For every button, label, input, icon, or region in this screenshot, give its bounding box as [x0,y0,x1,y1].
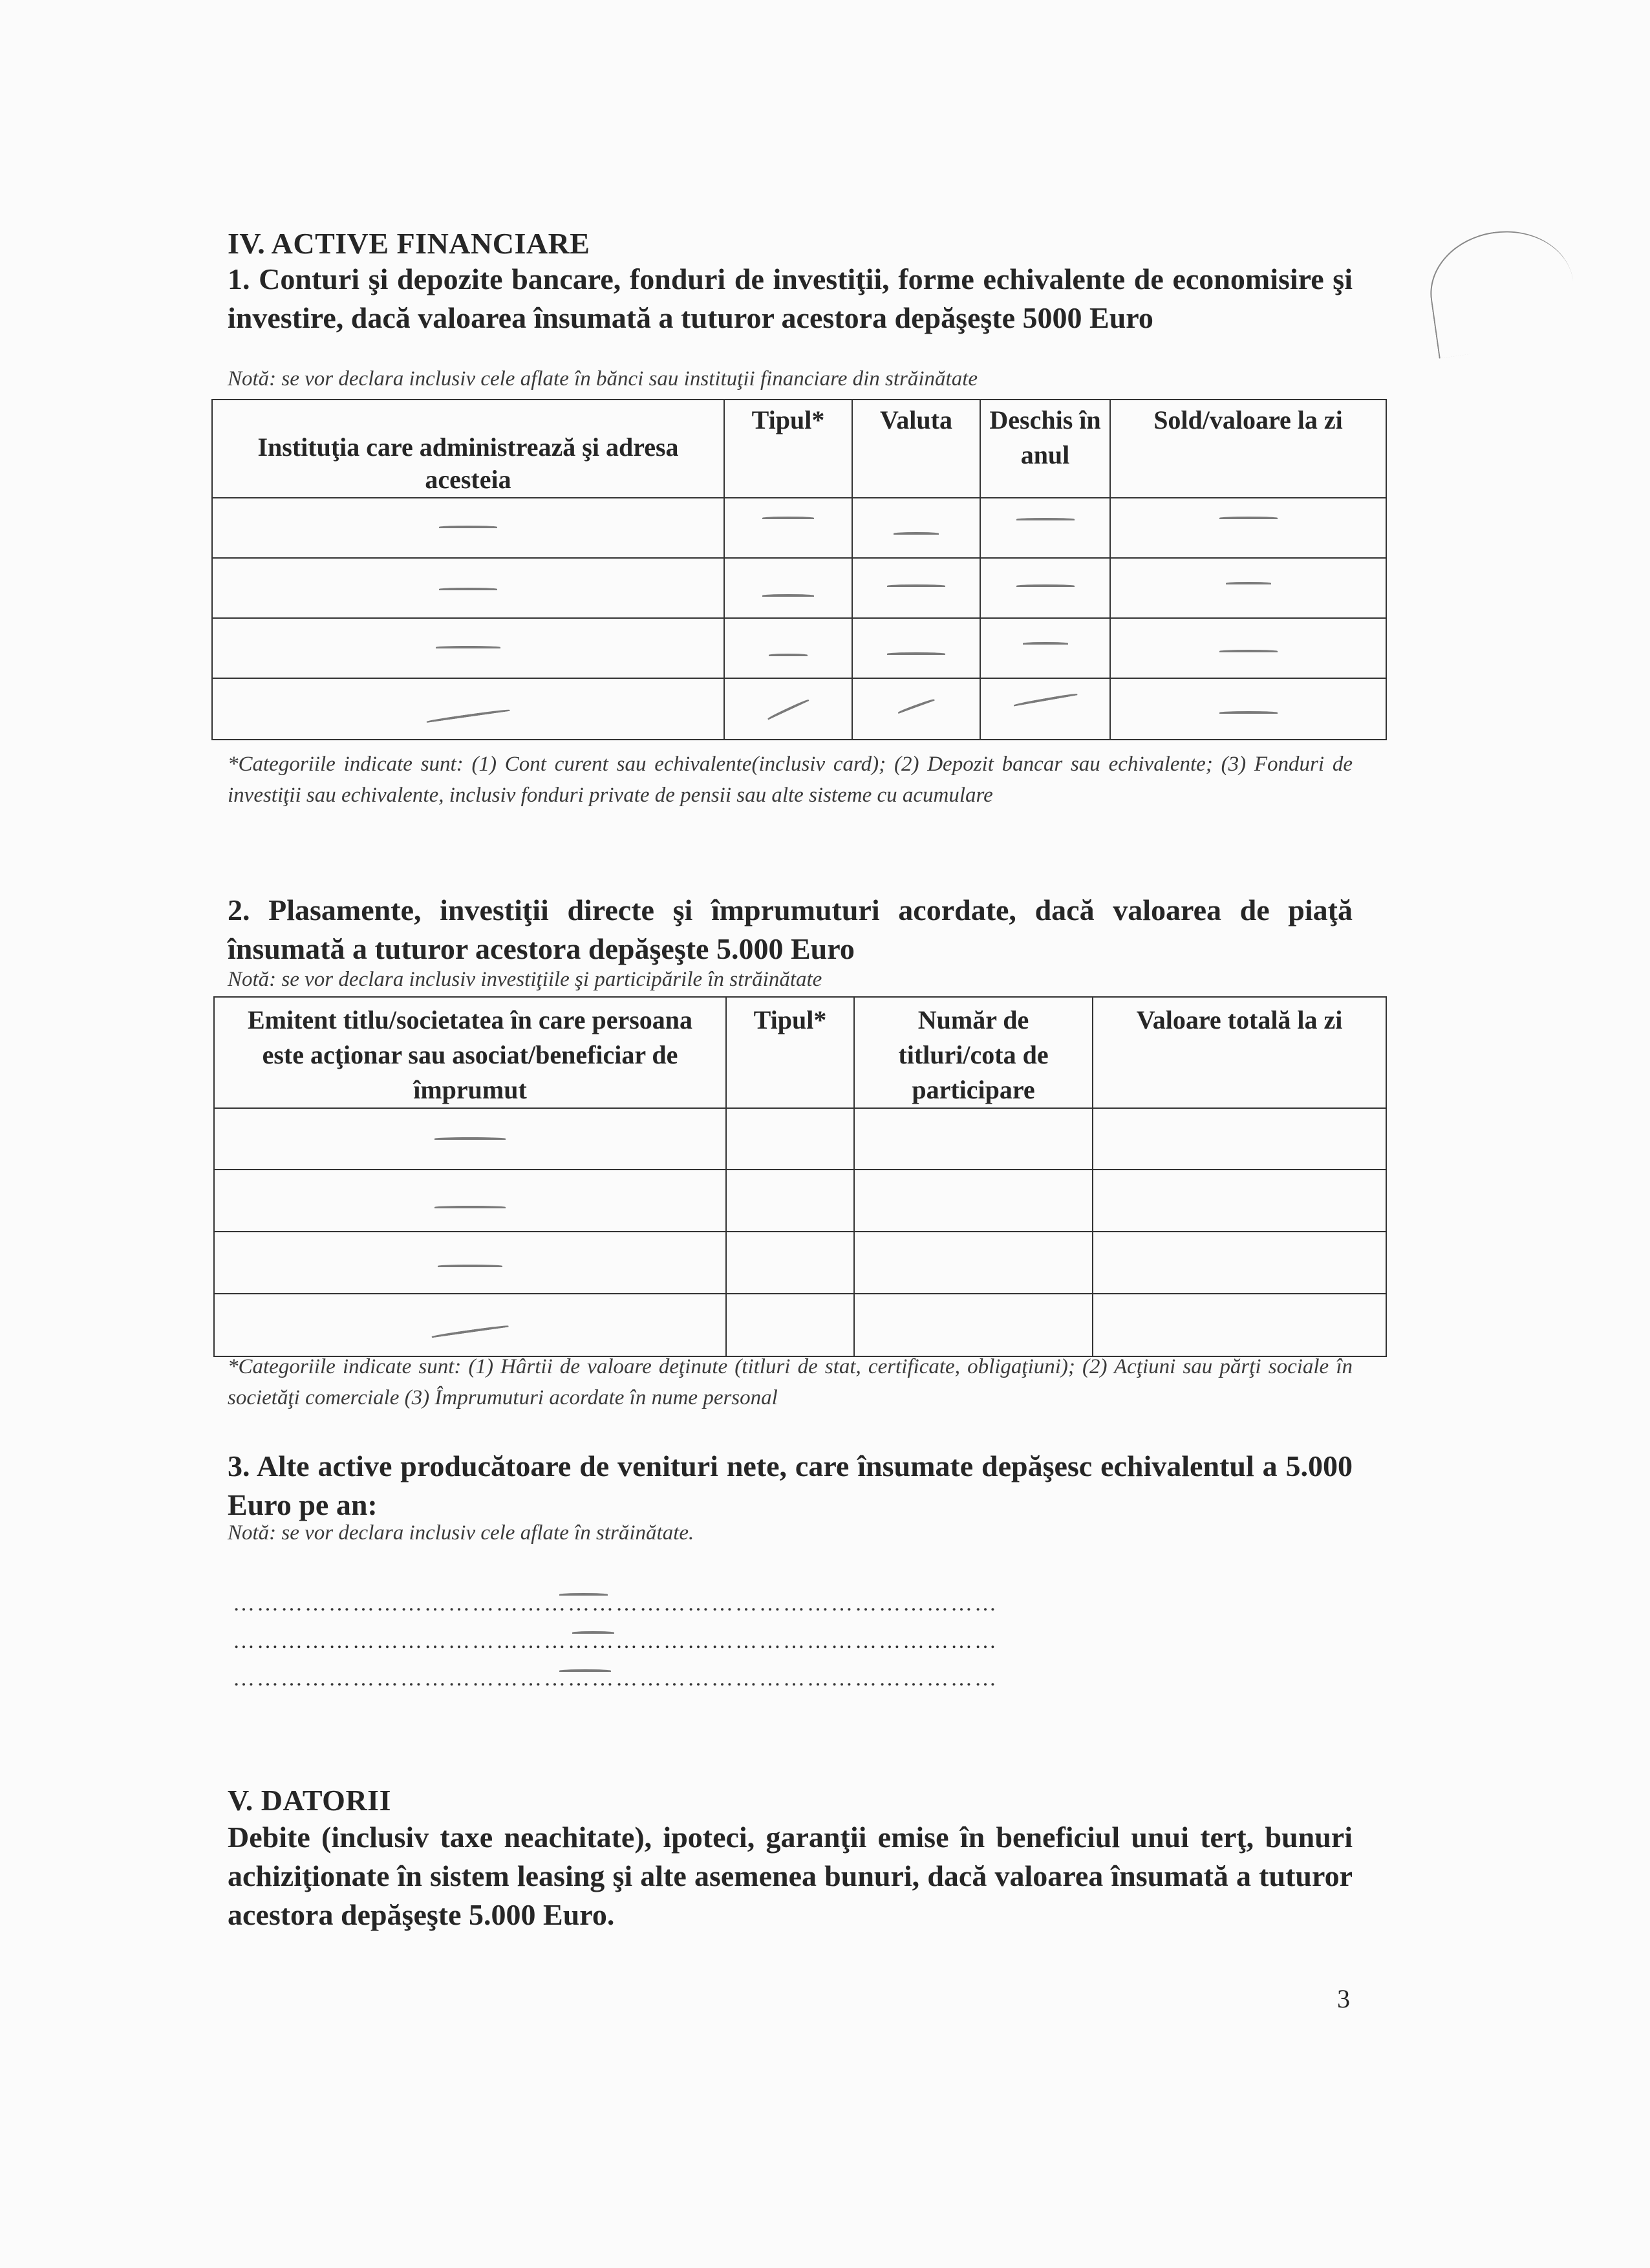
handwritten-dash [1219,650,1278,652]
handwritten-dash [769,654,808,656]
cell-institution[interactable] [212,618,724,678]
section-v-title: V. DATORII [228,1784,391,1817]
cell-shares-count[interactable] [854,1170,1093,1232]
table-row [212,618,1386,678]
cell-opened-year[interactable] [980,558,1110,618]
handwritten-dash [436,646,500,648]
table-row [212,558,1386,618]
cell-total-value[interactable] [1093,1170,1386,1232]
handwritten-dash [426,709,509,723]
dotted-entry-line[interactable]: …………………………………………………………………………………… [233,1629,998,1653]
handwritten-dash [439,526,497,528]
table-header-row [212,400,1386,498]
col-header-issuer: Emitent titlu/societatea în care persoana este acţionar sau asociat/beneficiar de împrumut [214,997,726,1108]
cell-opened-year[interactable] [980,678,1110,740]
cell-shares-count[interactable] [854,1294,1093,1356]
investments-table [213,996,1387,1357]
cell-institution[interactable] [212,678,724,740]
handwritten-dash [762,594,814,597]
cell-type[interactable] [726,1170,854,1232]
cell-type[interactable] [726,1232,854,1294]
table-row [214,1294,1386,1356]
cell-issuer[interactable] [214,1232,726,1294]
bank-accounts-table [211,399,1387,740]
cell-type[interactable] [724,678,852,740]
table-row [214,1232,1386,1294]
handwritten-dash [1016,584,1075,587]
cell-issuer[interactable] [214,1294,726,1356]
handwritten-dash [894,532,939,535]
table-header-row [214,997,1386,1108]
cell-type[interactable] [726,1108,854,1170]
dotted-entry-line[interactable]: …………………………………………………………………………………… [233,1592,998,1616]
handwritten-dash [1226,582,1271,584]
handwritten-dash [887,584,945,587]
handwritten-dash [434,1206,506,1208]
cell-balance[interactable] [1110,558,1386,618]
cell-type[interactable] [724,498,852,558]
cell-currency[interactable] [852,618,980,678]
dotted-entry-line[interactable]: …………………………………………………………………………………… [233,1667,998,1691]
handwritten-dash [439,588,497,590]
page-number: 3 [1337,1984,1350,2013]
item1-footnote: *Categoriile indicate sunt: (1) Cont curent sau echivalente(inclusiv card); (2) Depozit bancar sau echivalente; (3) Fonduri de investiţii sau echivalente, inclusiv fonduri private de pensii sau alte sisteme cu acumulare [228,753,1353,807]
cell-issuer[interactable] [214,1170,726,1232]
item2-note: Notă: se vor declara inclusiv investiţiile şi participările în străinătate [228,968,822,991]
col-header-type: Tipul* [724,400,852,498]
cell-total-value[interactable] [1093,1232,1386,1294]
table-row [214,1108,1386,1170]
handwritten-dash [434,1137,506,1140]
handwritten-dash [887,652,945,655]
handwritten-dash [438,1265,502,1267]
handwritten-dash [1013,692,1077,706]
col-header-currency: Valuta [852,400,980,498]
handwritten-dash [431,1325,508,1338]
cell-currency[interactable] [852,498,980,558]
handwritten-dash [897,698,935,714]
cell-type[interactable] [724,558,852,618]
cell-institution[interactable] [212,558,724,618]
cell-shares-count[interactable] [854,1232,1093,1294]
cell-type[interactable] [726,1294,854,1356]
table-row [212,678,1386,740]
item1-heading: 1. Conturi şi depozite bancare, fonduri de investiţii, forme echivalente de economisire şi investire, dacă valoarea însumată a tuturor acestora depăşeşte 5000 Euro [228,262,1353,334]
cell-total-value[interactable] [1093,1108,1386,1170]
handwritten-dash [1016,518,1075,520]
handwritten-dash [1219,517,1278,519]
col-header-balance: Sold/valoare la zi [1110,400,1386,498]
col-header-type: Tipul* [726,997,854,1108]
col-header-shares-count: Număr de titluri/cota de participare [854,997,1093,1108]
cell-institution[interactable] [212,498,724,558]
item3-heading: 3. Alte active producătoare de venituri nete, care însumate depăşesc echivalentul a 5.000 Euro pe an: [228,1450,1353,1521]
handwritten-dash [1023,642,1068,645]
item1-note: Notă: se vor declara inclusiv cele aflate în bănci sau instituţii financiare din străinătate [228,367,978,390]
handwritten-dash [767,698,809,720]
table-row [214,1170,1386,1232]
item2-footnote: *Categoriile indicate sunt: (1) Hârtii de valoare deţinute (titluri de stat, certificate, obligaţiuni); (2) Acţiuni sau părţi sociale în societăţi comerciale (3) Împrumuturi acordate în nume personal [228,1355,1353,1409]
col-header-institution: Instituţia care administrează şi adresa acesteia [212,400,724,498]
cell-shares-count[interactable] [854,1108,1093,1170]
cell-opened-year[interactable] [980,498,1110,558]
cell-issuer[interactable] [214,1108,726,1170]
col-header-opened-year: Deschis în anul [980,400,1110,498]
cell-balance[interactable] [1110,498,1386,558]
handwritten-dash [1219,711,1278,714]
item3-note: Notă: se vor declara inclusiv cele aflate în străinătate. [228,1521,694,1545]
col-header-total-value: Valoare totală la zi [1093,997,1386,1108]
scan-mark-arc [1422,222,1581,358]
section-iv-title: IV. ACTIVE FINANCIARE [228,227,590,260]
cell-type[interactable] [724,618,852,678]
cell-balance[interactable] [1110,678,1386,740]
cell-balance[interactable] [1110,618,1386,678]
item2-heading: 2. Plasamente, investiţii directe şi împrumuturi acordate, dacă valoarea de piaţă însumată a tuturor acestora depăşeşte 5.000 Euro [228,893,1353,965]
cell-currency[interactable] [852,678,980,740]
cell-currency[interactable] [852,558,980,618]
cell-opened-year[interactable] [980,618,1110,678]
cell-total-value[interactable] [1093,1294,1386,1356]
section-v-text: Debite (inclusiv taxe neachitate), ipoteci, garanţii emise în beneficiul unui terţ, bunuri achiziţionate în sistem leasing şi alte asemenea bunuri, dacă valoarea însumată a tuturor acestora depăşeşte 5.000 Euro. [228,1821,1353,1931]
handwritten-dash [762,517,814,519]
table-row [212,498,1386,558]
